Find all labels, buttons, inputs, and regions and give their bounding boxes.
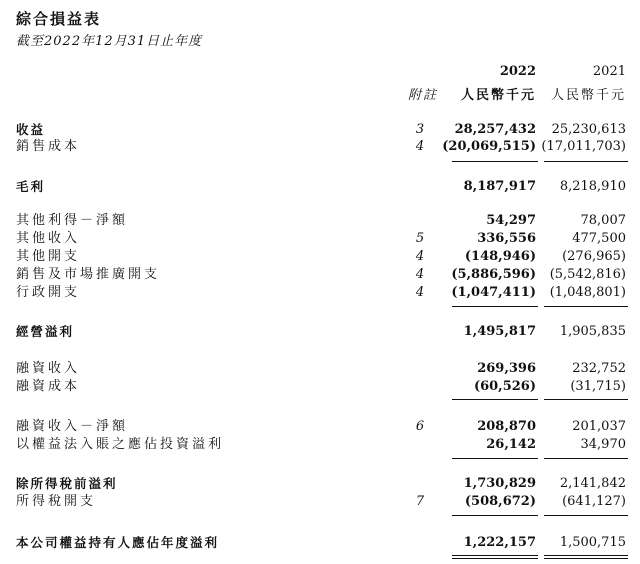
total-double-rule <box>452 558 538 559</box>
table-row <box>0 360 640 378</box>
subtotal-rule <box>452 161 538 162</box>
row-label: 本公司權益持有人應佔年度溢利 <box>16 535 220 550</box>
value-2022: 26,142 <box>486 437 536 452</box>
value-2021: (641,127) <box>562 494 626 509</box>
row-note: 4 <box>415 249 425 264</box>
value-2022: 1,495,817 <box>463 324 536 339</box>
value-2021: (17,011,703) <box>541 139 626 154</box>
value-2021: 232,752 <box>572 361 626 376</box>
value-2021: 477,500 <box>572 231 626 246</box>
table-row <box>0 266 640 284</box>
row-label: 毛利 <box>16 179 46 194</box>
value-2021: 1,905,835 <box>559 324 626 339</box>
table-row <box>0 138 640 156</box>
row-label: 其他利得－淨額 <box>16 213 129 228</box>
table-row <box>0 418 640 436</box>
value-2022: 28,257,432 <box>454 122 536 137</box>
row-label: 其他收入 <box>16 231 81 246</box>
value-2021: 25,230,613 <box>551 122 626 137</box>
subtotal-rule <box>544 161 628 162</box>
table-row <box>0 436 640 454</box>
total-double-rule <box>544 555 628 556</box>
value-2021: (31,715) <box>570 379 626 394</box>
value-2022: 1,730,829 <box>463 476 536 491</box>
year-2022-header: 2022 <box>499 64 536 79</box>
unit-2022-header: 人民幣千元 <box>460 88 536 103</box>
row-label: 以權益法入賬之應佔投資溢利 <box>16 437 225 452</box>
row-label: 經營溢利 <box>16 324 75 339</box>
value-2022: 8,187,917 <box>463 179 536 194</box>
subtotal-rule <box>452 458 538 459</box>
value-2021: (1,048,801) <box>549 285 626 300</box>
value-2022: (148,946) <box>464 249 536 264</box>
table-row <box>0 323 640 341</box>
value-2022: (508,672) <box>464 494 536 509</box>
value-2022: 54,297 <box>486 213 536 228</box>
total-double-rule <box>452 555 538 556</box>
value-2022: (20,069,515) <box>442 139 536 154</box>
row-label: 銷售及市場推廣開支 <box>16 267 161 282</box>
value-2022: 269,396 <box>477 361 536 376</box>
value-2021: 8,218,910 <box>559 179 626 194</box>
value-2021: 2,141,842 <box>559 476 626 491</box>
value-2022: (5,886,596) <box>451 267 536 282</box>
row-note: 4 <box>415 139 425 154</box>
value-2022: 208,870 <box>477 419 536 434</box>
row-label: 銷售成本 <box>16 139 81 154</box>
row-label: 收益 <box>16 122 46 137</box>
row-label: 融資收入 <box>16 361 81 376</box>
subtotal-rule <box>452 306 538 307</box>
value-2021: 1,500,715 <box>559 535 626 550</box>
subtotal-rule <box>544 306 628 307</box>
subtotal-rule <box>544 515 628 516</box>
row-label: 融資成本 <box>16 379 81 394</box>
value-2021: (276,965) <box>562 249 626 264</box>
value-2022: 1,222,157 <box>463 535 536 550</box>
unit-2021-header: 人民幣千元 <box>550 88 626 103</box>
table-row <box>0 493 640 511</box>
table-row <box>0 248 640 266</box>
subtotal-rule <box>452 515 538 516</box>
total-double-rule <box>544 558 628 559</box>
row-note: 3 <box>415 122 425 137</box>
value-2021: 34,970 <box>580 437 626 452</box>
value-2021: 78,007 <box>580 213 626 228</box>
table-row <box>0 378 640 396</box>
row-note: 5 <box>415 231 425 246</box>
subtotal-rule <box>544 458 628 459</box>
subtotal-rule <box>452 399 538 400</box>
year-2021-header: 2021 <box>592 64 626 79</box>
value-2021: (5,542,816) <box>549 267 626 282</box>
statement-title: 綜合損益表 <box>16 10 102 28</box>
row-label: 融資收入－淨額 <box>16 419 129 434</box>
value-2022: (60,526) <box>473 379 536 394</box>
table-row <box>0 230 640 248</box>
value-2022: 336,556 <box>477 231 536 246</box>
row-note: 6 <box>415 419 425 434</box>
table-row <box>0 534 640 552</box>
subtotal-rule <box>544 399 628 400</box>
note-column-header: 附註 <box>408 88 439 103</box>
row-label: 所得稅開支 <box>16 494 97 509</box>
table-row <box>0 475 640 493</box>
row-label: 除所得稅前溢利 <box>16 476 118 491</box>
table-row <box>0 284 640 302</box>
row-note: 4 <box>415 267 425 282</box>
table-row <box>0 178 640 196</box>
row-label: 其他開支 <box>16 249 81 264</box>
table-row <box>0 121 640 139</box>
row-label: 行政開支 <box>16 285 81 300</box>
row-note: 4 <box>415 285 425 300</box>
row-note: 7 <box>415 494 425 509</box>
value-2021: 201,037 <box>572 419 626 434</box>
table-row <box>0 212 640 230</box>
value-2022: (1,047,411) <box>451 285 536 300</box>
statement-period: 截至2022年12月31日止年度 <box>16 34 203 49</box>
